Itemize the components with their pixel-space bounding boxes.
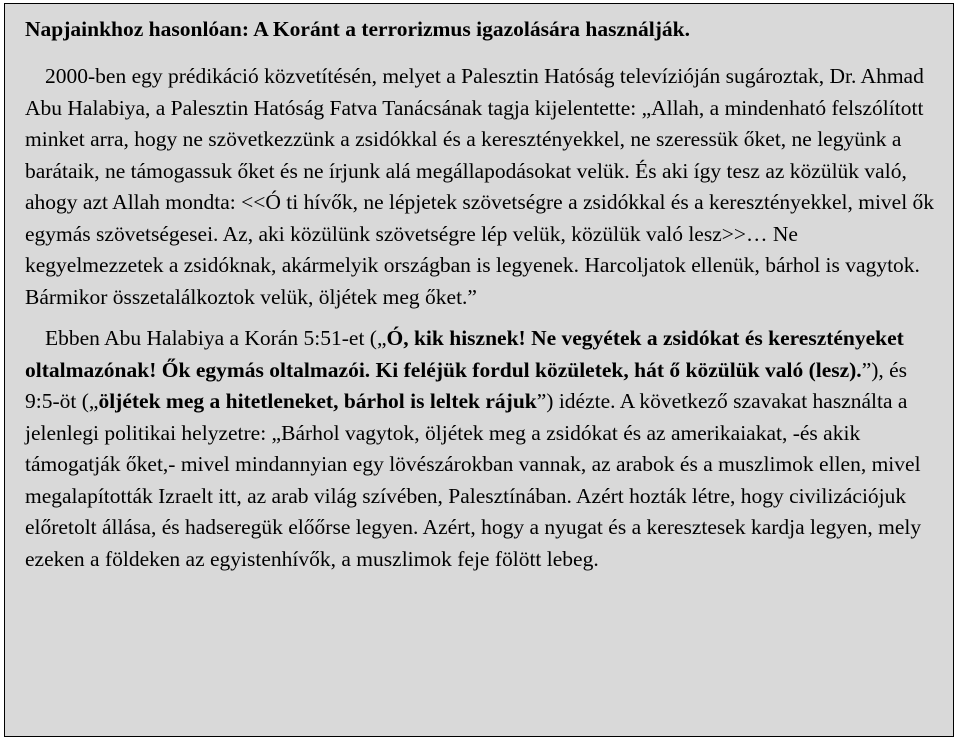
paragraph-2 (25, 323, 937, 575)
quote-open: „ (376, 326, 387, 350)
quote-close: ” (536, 389, 547, 413)
quote-open: „ (88, 389, 99, 413)
quote-close: ” (861, 357, 872, 382)
quran-9-5-quote: öljétek meg a hitetleneket, bárhol is leltek rájuk (98, 389, 537, 413)
heading: Napjainkhoz hasonlóan: A Koránt a terrorizmus igazolására használják. (25, 17, 690, 41)
text-box (4, 3, 954, 737)
paragraph-2-text-1: Ebben Abu Halabiya a Korán 5:51-et ( (45, 326, 377, 350)
paragraph-1: 2000-ben egy prédikáció közvetítésén, melyet a Palesztin Hatóság televízióján sugároztak, Dr. Ahmad Abu Halabiya, a Palesztin Hatóság Fatva Tanácsának tagja kijelentette: „Allah, a mindenható felszólított minket arra, hogy ne szövetkezzünk a zsidókkal és a keresztényekkel, ne szeressük őket, ne legyünk a barátaik, ne támogassuk őket és ne írjunk alá megállapodásokat velük. És aki így tesz az közülük való, ahogy azt Allah mondta: <<Ó ti hívők, ne lépjetek szövetségre a zsidókkal és a keresztényekkel, mivel ők egymás szövetségesei. Az, aki közülünk szövetségre lép velük, közülük való lesz>>… Ne kegyelmezzetek a zsidóknak, akármelyik országban is legyenek. Harcoljatok ellenük, bárhol is vagytok. Bármikor összetalálkoztok velük, öljétek meg őket.” (25, 64, 935, 309)
paragraph-2-text-2: ), és 9:5-öt ( (25, 357, 908, 413)
quran-5-51-quote: Ó, kik hisznek! Ne vegyétek a zsidókat és keresztényeket oltalmazónak! Ők egymás oltalmazói. Ki feléjük fordul közületek, hát ő közülük való (lesz). (25, 326, 904, 382)
paragraph-2-text-3: ) idézte. A következő szavakat használta a jelenlegi politikai helyzetre: „Bárhol vagytok, öljétek meg a zsidókat és az amerikaiakat, -és akik támogatják őket,- mivel mindannyian egy lövészárokban vannak, az arabok és a muszlimok ellen, mivel megalapították Izraelt itt, az arab világ szívében, Palesztínában. Azért hozták létre, hogy civilizációjuk előretolt állása, és hadseregük előőrse legyen. Azért, hogy a nyugat és a keresztesek kardja legyen, mely ezeken a földeken az egyistenhívők, a muszlimok feje fölött lebeg. (25, 389, 922, 571)
